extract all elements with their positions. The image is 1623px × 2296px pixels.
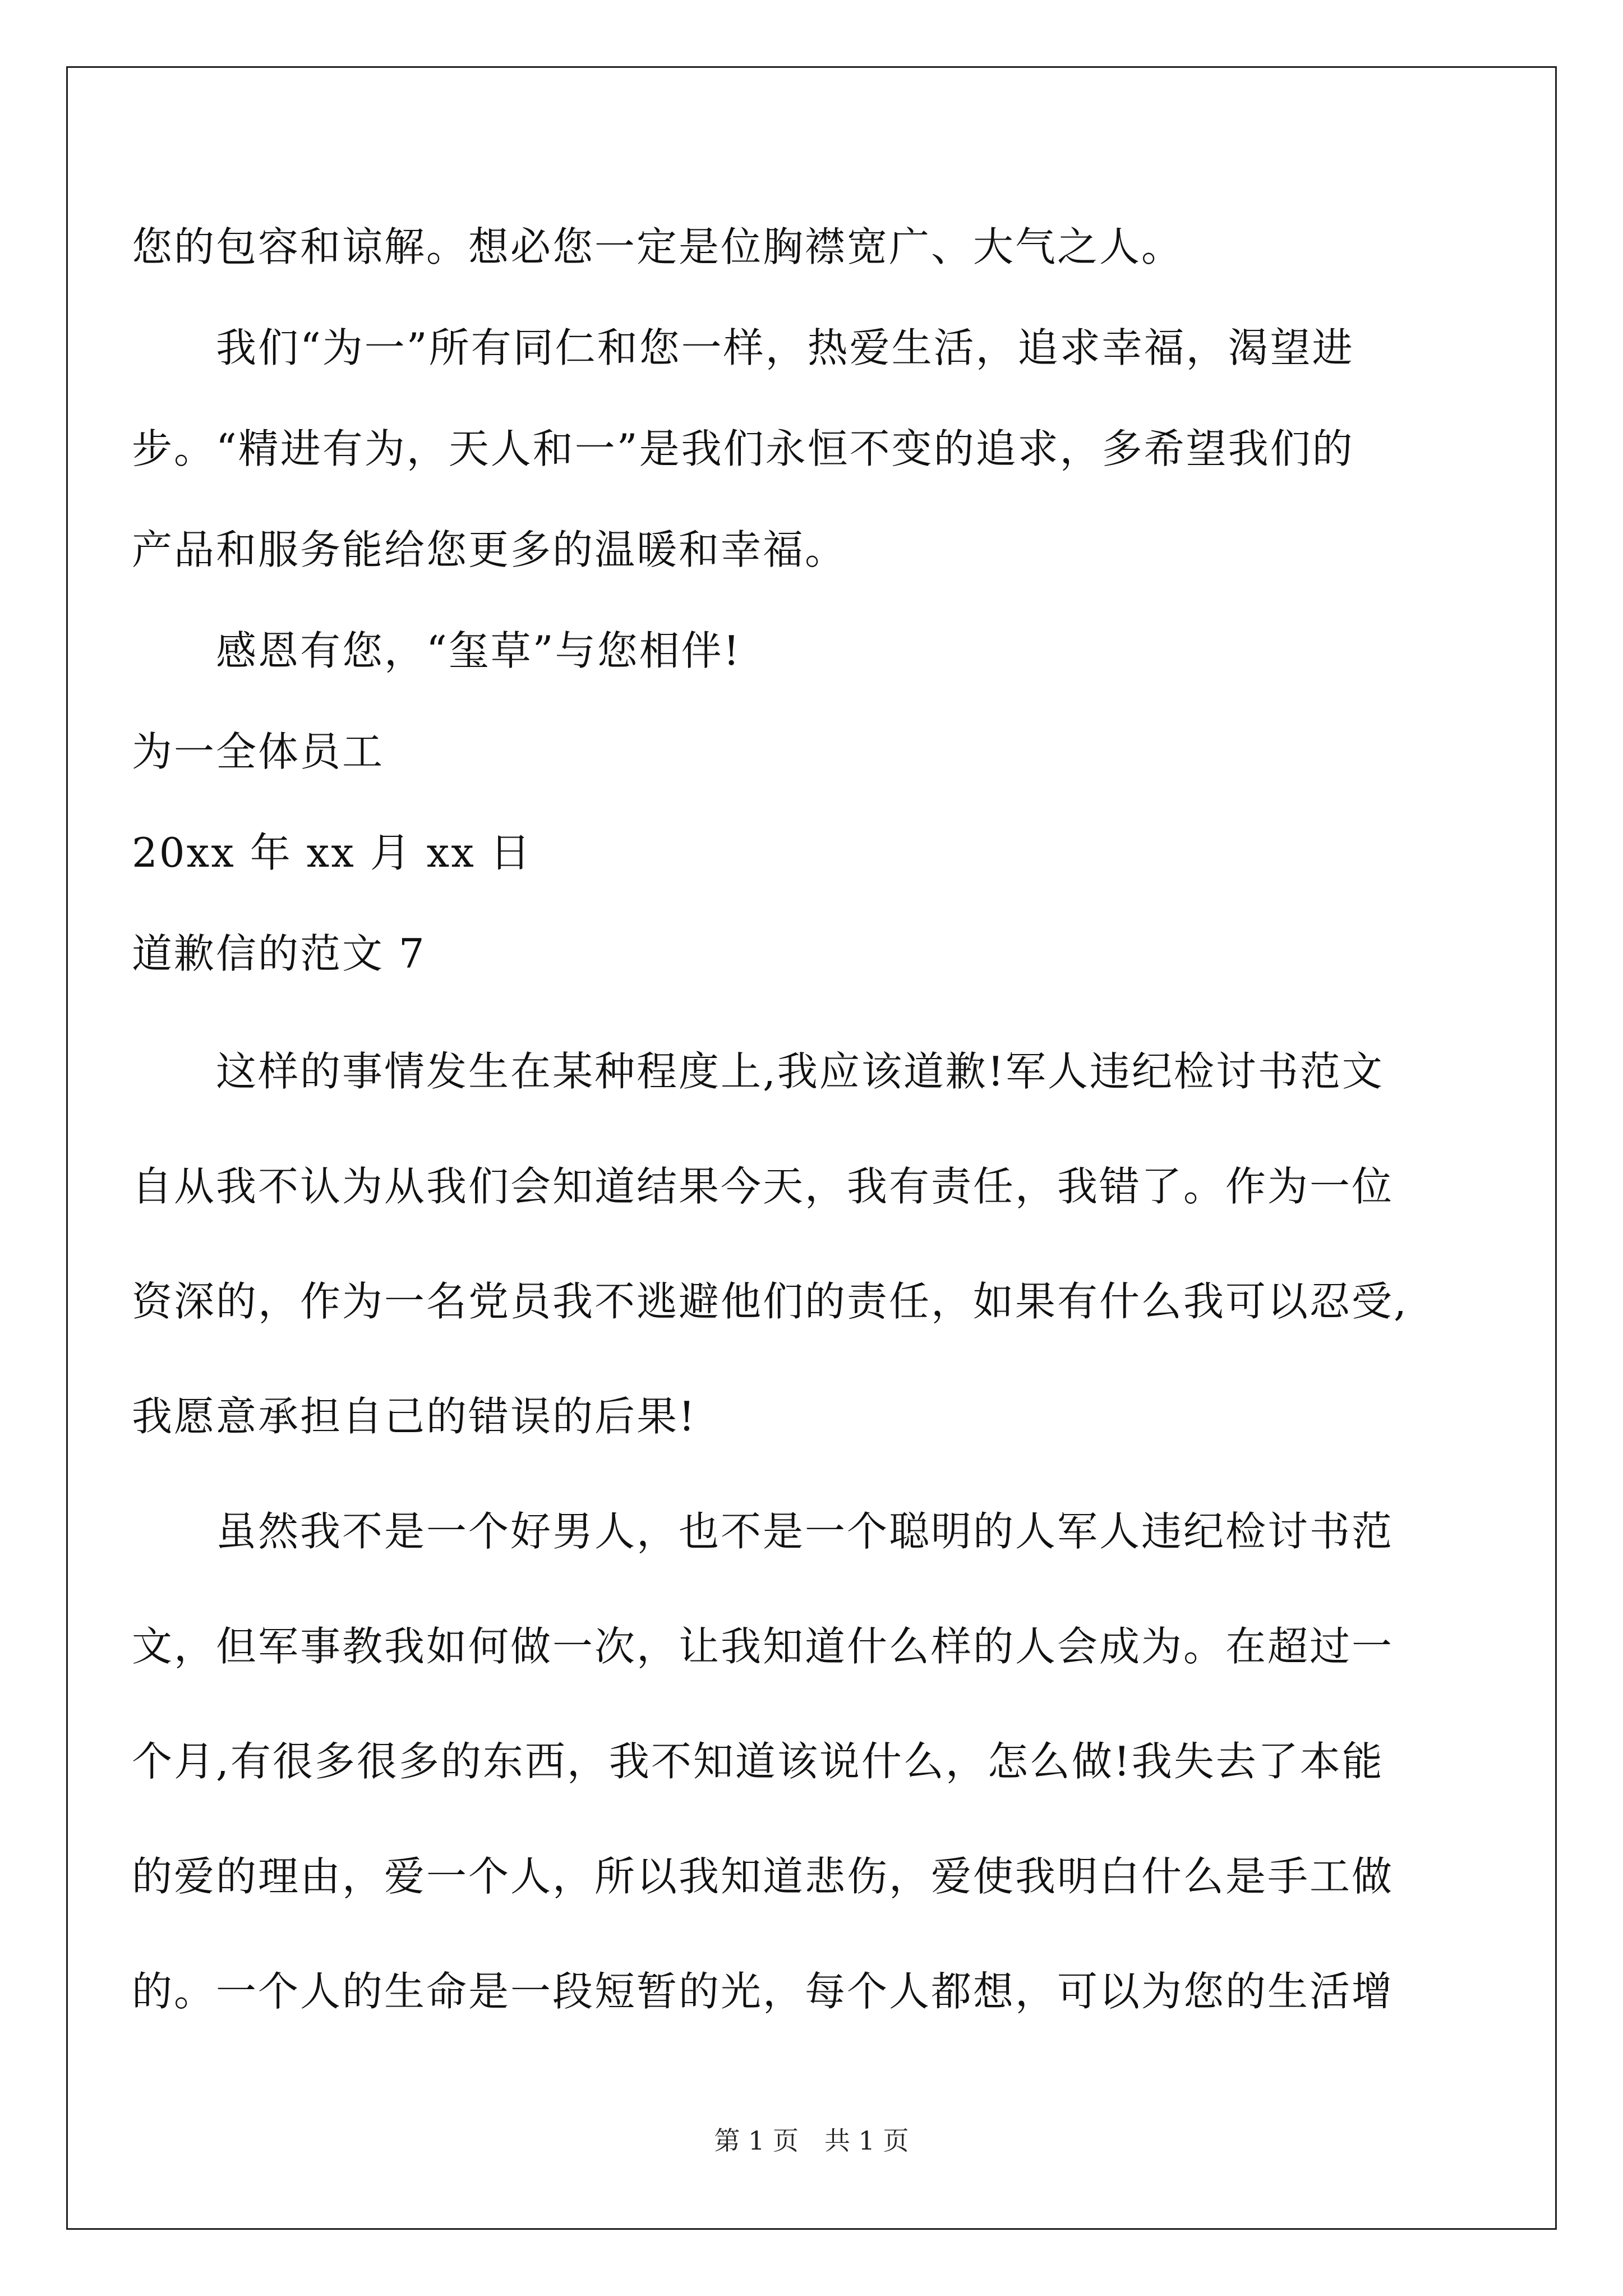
- text-line: 资深的，作为一名党员我不逃避他们的责任，如果有什么我可以忍受,: [132, 1278, 1408, 1325]
- text-line: 个月,有很多很多的东西，我不知道该说什么，怎么做!我失去了本能: [132, 1738, 1384, 1785]
- section-heading: 道歉信的范文 7: [132, 930, 426, 977]
- text-line: 虽然我不是一个好男人，也不是一个聪明的人军人违纪检讨书范: [216, 1508, 1394, 1555]
- text-line: 这样的事情发生在某种程度上,我应该道歉!军人违纪检讨书范文: [216, 1048, 1384, 1095]
- text-line: 我们“为一”所有同仁和您一样，热爱生活，追求幸福，渴望进: [216, 324, 1354, 371]
- text-line: 自从我不认为从我们会知道结果今天，我有责任，我错了。作为一位: [132, 1163, 1394, 1210]
- page-number: 第 1 页 共 1 页: [714, 2125, 909, 2156]
- text-line: 产品和服务能给您更多的温暖和幸福。: [132, 526, 847, 573]
- signature-line: 为一全体员工: [132, 728, 385, 775]
- text-line: 的。一个人的生命是一段短暂的光，每个人都想，可以为您的生活增: [132, 1968, 1394, 2015]
- page-border: [66, 66, 1557, 2230]
- text-line: 步。“精进有为，天人和一”是我们永恒不变的追求，多希望我们的: [132, 425, 1354, 472]
- text-line: 感恩有您，“玺草”与您相伴!: [216, 627, 741, 674]
- date-line: 20xx 年 xx 月 xx 日: [132, 829, 532, 876]
- text-line: 文，但军事教我如何做一次，让我知道什么样的人会成为。在超过一: [132, 1623, 1394, 1670]
- text-line: 您的包容和谅解。想必您一定是位胸襟宽广、大气之人。: [132, 223, 1184, 270]
- text-line: 的爱的理由，爱一个人，所以我知道悲伤，爱使我明白什么是手工做: [132, 1853, 1394, 1900]
- text-line: 我愿意承担自己的错误的后果!: [132, 1393, 697, 1440]
